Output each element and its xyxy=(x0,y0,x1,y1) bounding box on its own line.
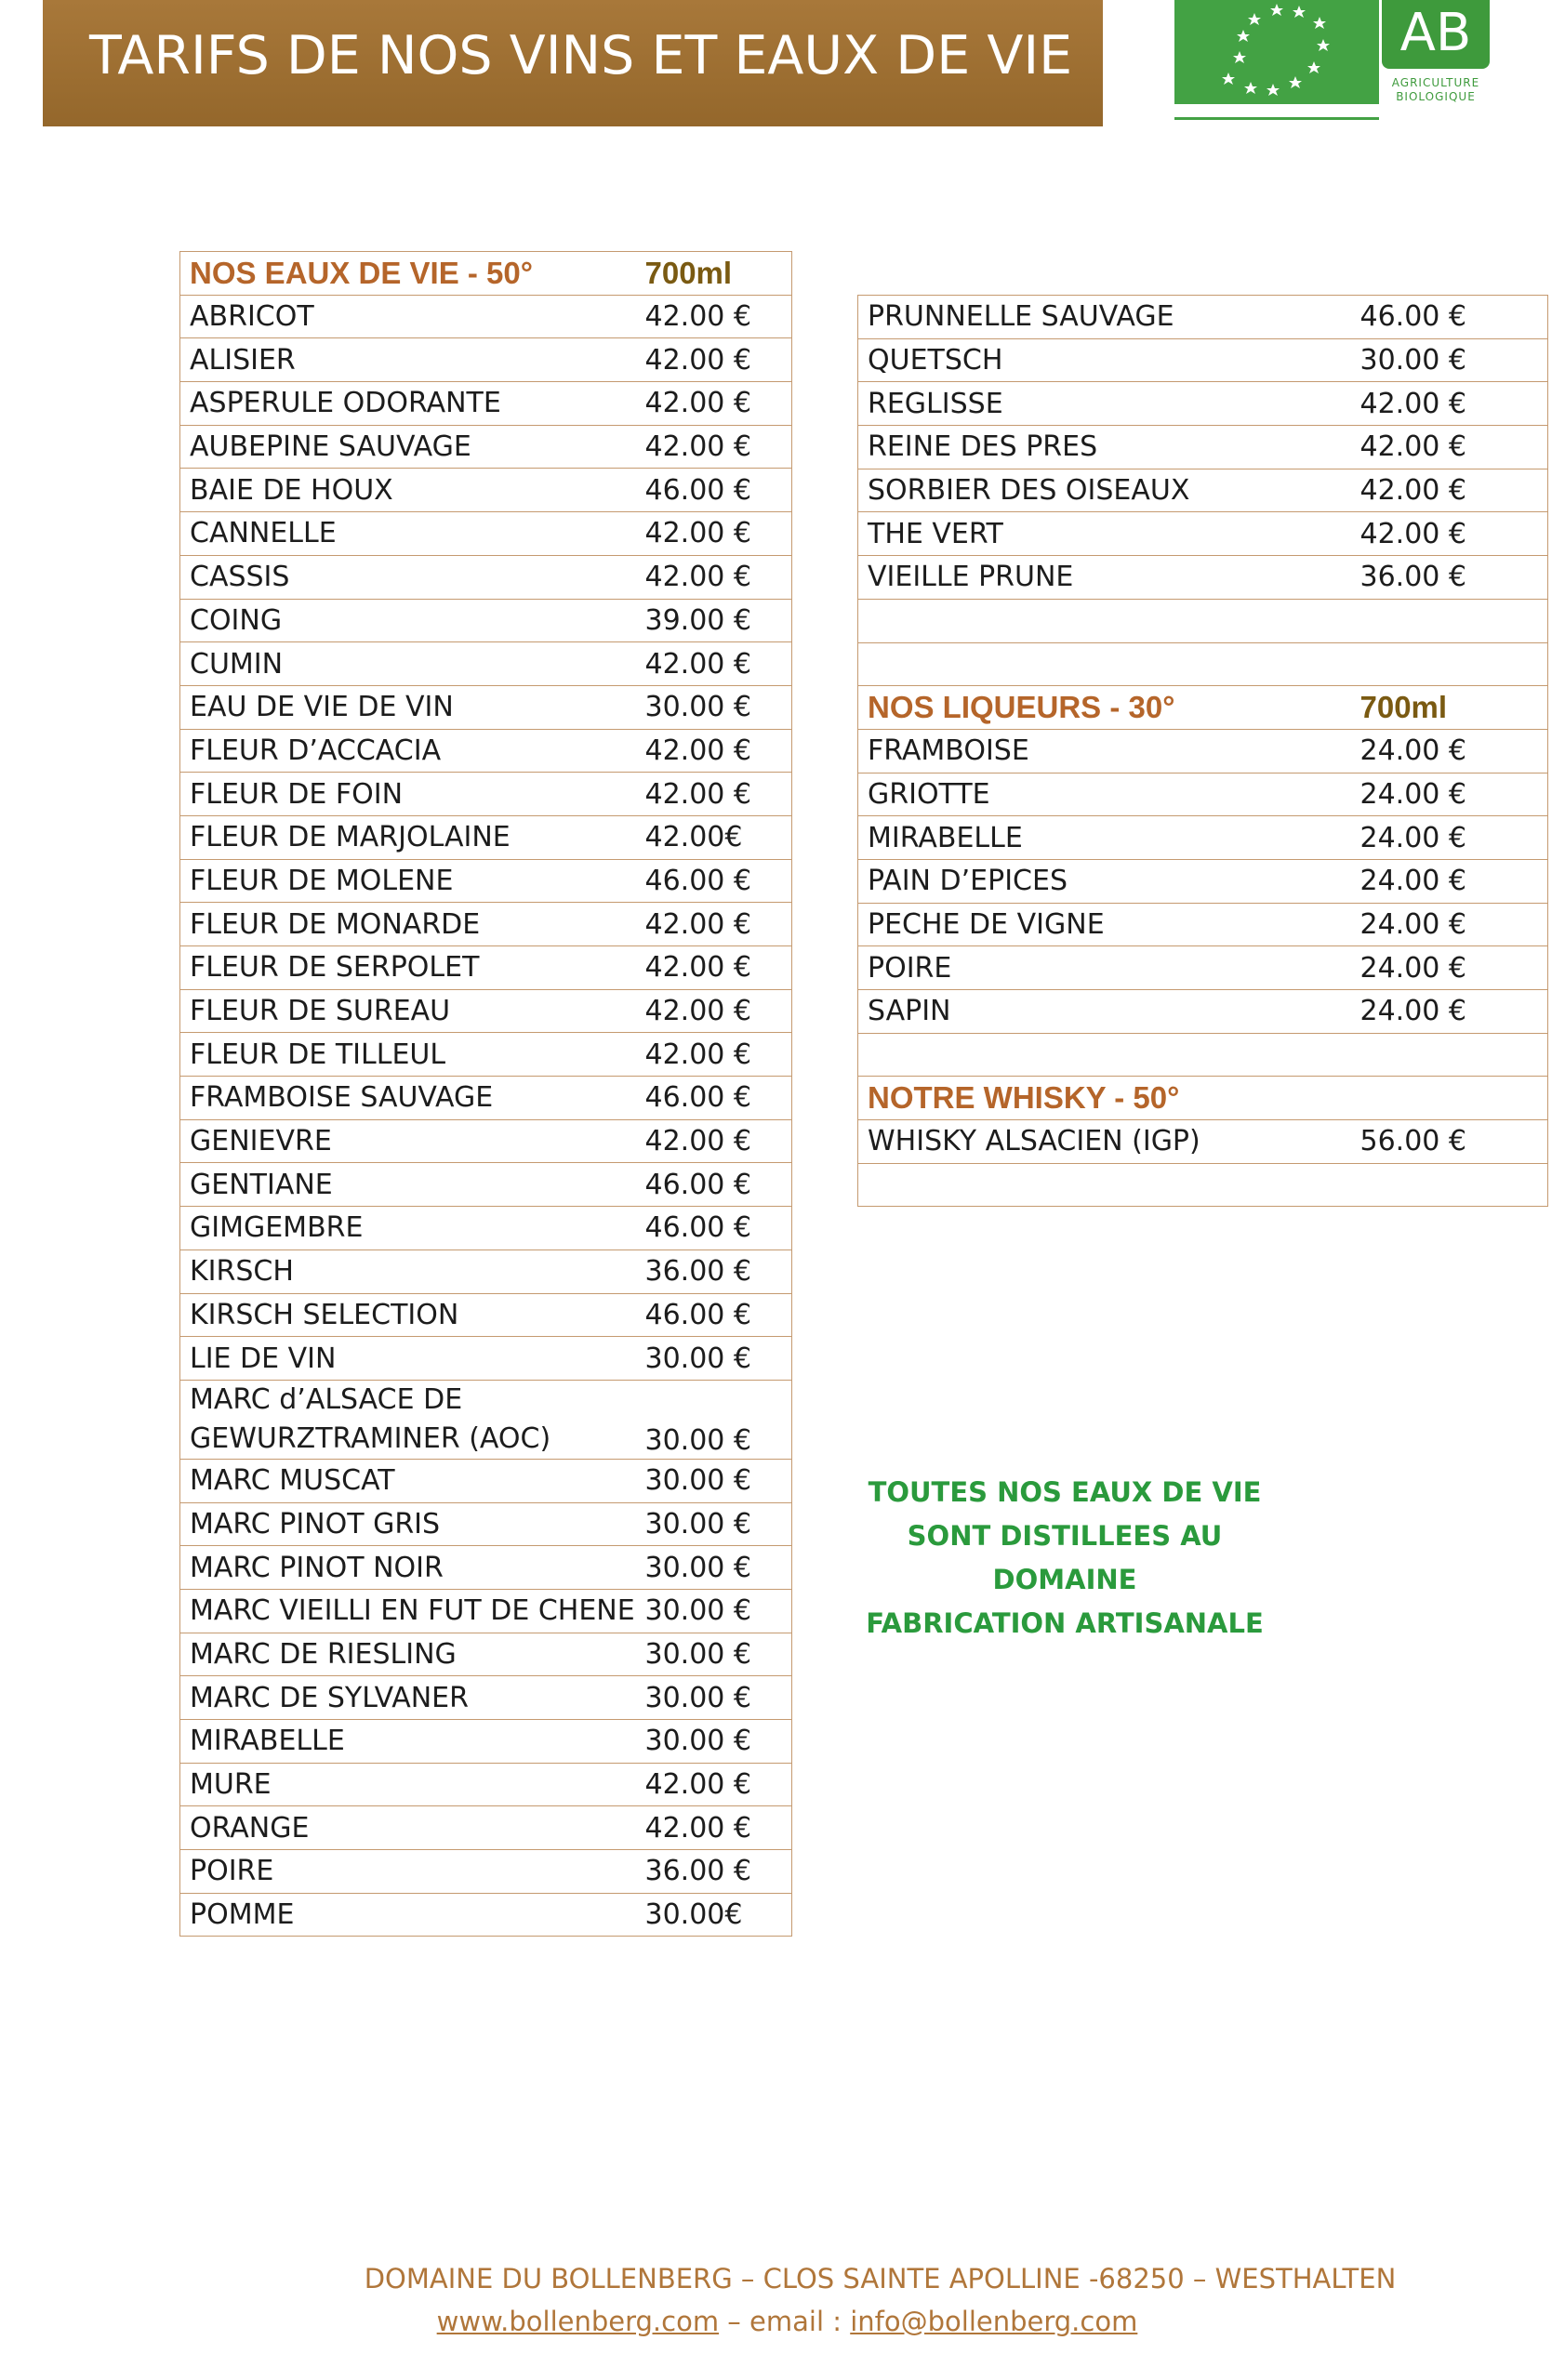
product-price: 30.00 € xyxy=(636,1380,792,1459)
price-row xyxy=(180,1119,792,1163)
product-name: GRIOTTE xyxy=(858,773,1351,816)
ab-logo-letters: AB xyxy=(1399,3,1472,63)
whisky-volume xyxy=(1351,1077,1548,1120)
price-row xyxy=(858,773,1548,816)
product-name: MARC d’ALSACE DE GEWURZTRAMINER (AOC) xyxy=(180,1380,636,1459)
product-price: 42.00 € xyxy=(636,903,792,946)
empty-cell xyxy=(1351,599,1548,642)
price-row xyxy=(180,773,792,816)
product-name: POMME xyxy=(180,1893,636,1937)
product-price: 30.00 € xyxy=(636,1589,792,1633)
price-row xyxy=(858,859,1548,903)
page-title: TARIFS DE NOS VINS ET EAUX DE VIE xyxy=(89,25,1073,86)
product-name: KIRSCH xyxy=(180,1250,636,1293)
product-name: REGLISSE xyxy=(858,382,1351,426)
price-row xyxy=(180,815,792,859)
product-name: CASSIS xyxy=(180,555,636,599)
price-row xyxy=(858,556,1548,600)
product-name: FLEUR DE MARJOLAINE xyxy=(180,815,636,859)
product-price: 39.00 € xyxy=(636,599,792,642)
product-name: FLEUR DE FOIN xyxy=(180,773,636,816)
price-row xyxy=(180,1459,792,1502)
ab-logo-caption-line2: BIOLOGIQUE xyxy=(1396,90,1476,103)
product-price: 42.00 € xyxy=(636,512,792,556)
price-row xyxy=(858,729,1548,773)
price-row xyxy=(858,946,1548,990)
product-name: FRAMBOISE SAUVAGE xyxy=(180,1077,636,1120)
product-price: 42.00 € xyxy=(1351,426,1548,469)
eaux-de-vie-table xyxy=(179,251,792,1937)
product-name: POIRE xyxy=(180,1850,636,1894)
product-name: GENTIANE xyxy=(180,1163,636,1207)
product-name: REINE DES PRES xyxy=(858,426,1351,469)
distillation-note xyxy=(851,1471,1279,1646)
email-link[interactable]: info@bollenberg.com xyxy=(850,2306,1138,2337)
product-name: MARC DE RIESLING xyxy=(180,1633,636,1676)
footer-address: DOMAINE DU BOLLENBERG – CLOS SAINTE APOLLINE -68250 – WESTHALTEN xyxy=(364,2263,1397,2294)
empty-row xyxy=(858,1163,1548,1207)
product-name: MARC DE SYLVANER xyxy=(180,1676,636,1720)
liqueurs-volume: 700ml xyxy=(1351,686,1548,730)
price-row xyxy=(180,1502,792,1546)
product-name: EAU DE VIE DE VIN xyxy=(180,685,636,729)
section-header-row xyxy=(858,686,1548,730)
empty-row xyxy=(858,599,1548,642)
website-link[interactable]: www.bollenberg.com xyxy=(436,2306,720,2337)
ab-logo-caption xyxy=(1380,76,1492,104)
empty-cell xyxy=(1351,1163,1548,1207)
price-row xyxy=(180,685,792,729)
price-row xyxy=(858,338,1548,382)
product-name: GENIEVRE xyxy=(180,1119,636,1163)
product-name: ALISIER xyxy=(180,338,636,382)
eaux-de-vie-title: NOS EAUX DE VIE - 50° xyxy=(180,252,636,296)
note-line: TOUTES NOS EAUX DE VIE xyxy=(868,1476,1262,1508)
note-line: DOMAINE xyxy=(992,1564,1137,1595)
empty-cell xyxy=(858,1163,1351,1207)
table-header-row xyxy=(180,252,792,296)
price-row xyxy=(180,1293,792,1337)
price-row xyxy=(180,382,792,426)
product-name: VIEILLE PRUNE xyxy=(858,556,1351,600)
product-name: FLEUR DE MOLENE xyxy=(180,859,636,903)
product-name: LIE DE VIN xyxy=(180,1337,636,1381)
product-price: 42.00 € xyxy=(636,338,792,382)
price-row xyxy=(180,1893,792,1937)
price-row xyxy=(858,903,1548,946)
empty-cell xyxy=(858,642,1351,686)
price-row xyxy=(180,1806,792,1850)
product-price: 30.00 € xyxy=(636,1337,792,1381)
price-row xyxy=(858,426,1548,469)
product-price: 30.00 € xyxy=(636,1633,792,1676)
product-name: MARC PINOT GRIS xyxy=(180,1502,636,1546)
product-price: 42.00 € xyxy=(1351,469,1548,512)
empty-cell xyxy=(858,1033,1351,1077)
liqueurs-whisky-table xyxy=(857,295,1548,1207)
product-name: FLEUR DE MONARDE xyxy=(180,903,636,946)
ab-organic-logo xyxy=(1380,0,1492,121)
product-price: 30.00 € xyxy=(636,1459,792,1502)
product-name: SAPIN xyxy=(858,990,1351,1034)
product-price: 46.00 € xyxy=(636,1163,792,1207)
product-price: 42.00 € xyxy=(636,729,792,773)
price-row xyxy=(858,990,1548,1034)
product-price: 42.00 € xyxy=(636,555,792,599)
price-row xyxy=(180,599,792,642)
footer-contact xyxy=(0,2300,1565,2343)
product-name: PAIN D’EPICES xyxy=(858,859,1351,903)
eaux-de-vie-volume: 700ml xyxy=(636,252,792,296)
product-price: 42.00 € xyxy=(636,1119,792,1163)
price-row xyxy=(180,295,792,338)
product-price: 36.00 € xyxy=(636,1850,792,1894)
product-price: 30.00 € xyxy=(636,685,792,729)
price-row xyxy=(180,729,792,773)
footer xyxy=(0,2257,1565,2343)
product-price: 24.00 € xyxy=(1351,903,1548,946)
product-price: 42.00€ xyxy=(636,815,792,859)
empty-row xyxy=(858,1033,1548,1077)
product-price: 42.00 € xyxy=(636,1806,792,1850)
product-price: 30.00 € xyxy=(636,1720,792,1764)
product-name: FLEUR DE SERPOLET xyxy=(180,946,636,990)
price-row xyxy=(180,1033,792,1077)
product-price: 46.00 € xyxy=(636,1293,792,1337)
product-price: 36.00 € xyxy=(636,1250,792,1293)
price-row xyxy=(180,1763,792,1806)
empty-cell xyxy=(1351,1033,1548,1077)
product-price: 42.00 € xyxy=(636,1763,792,1806)
product-name: BAIE DE HOUX xyxy=(180,469,636,512)
price-row xyxy=(858,382,1548,426)
product-name: FLEUR DE TILLEUL xyxy=(180,1033,636,1077)
note-line: SONT DISTILLEES AU xyxy=(907,1520,1223,1552)
product-name: KIRSCH SELECTION xyxy=(180,1293,636,1337)
product-price: 42.00 € xyxy=(636,642,792,686)
product-price: 42.00 € xyxy=(1351,382,1548,426)
product-name: MARC PINOT NOIR xyxy=(180,1546,636,1590)
price-row xyxy=(180,512,792,556)
product-name: ABRICOT xyxy=(180,295,636,338)
price-row xyxy=(180,1380,792,1459)
product-price: 30.00 € xyxy=(1351,338,1548,382)
price-row xyxy=(180,1546,792,1590)
price-row xyxy=(180,903,792,946)
price-row xyxy=(180,642,792,686)
whisky-title: NOTRE WHISKY - 50° xyxy=(858,1077,1351,1120)
price-row xyxy=(858,816,1548,860)
eu-organic-leaf-icon xyxy=(1174,0,1379,104)
product-name: AUBEPINE SAUVAGE xyxy=(180,425,636,469)
product-name: FRAMBOISE xyxy=(858,729,1351,773)
product-price: 46.00 € xyxy=(636,859,792,903)
price-row xyxy=(180,469,792,512)
product-price: 24.00 € xyxy=(1351,946,1548,990)
product-name: SORBIER DES OISEAUX xyxy=(858,469,1351,512)
product-price: 46.00 € xyxy=(636,469,792,512)
price-row xyxy=(180,946,792,990)
product-price: 42.00 € xyxy=(636,295,792,338)
footer-separator: – email : xyxy=(719,2306,851,2337)
price-row xyxy=(180,338,792,382)
product-name: ORANGE xyxy=(180,1806,636,1850)
price-row xyxy=(180,1163,792,1207)
product-name: CUMIN xyxy=(180,642,636,686)
price-row xyxy=(180,425,792,469)
price-row xyxy=(180,1077,792,1120)
product-price: 30.00€ xyxy=(636,1893,792,1937)
eu-stars-icon xyxy=(1174,0,1379,104)
title-banner xyxy=(43,0,1103,126)
product-price: 42.00 € xyxy=(1351,512,1548,556)
product-name: COING xyxy=(180,599,636,642)
product-price: 24.00 € xyxy=(1351,859,1548,903)
product-name: WHISKY ALSACIEN (IGP) xyxy=(858,1120,1351,1164)
product-name: MIRABELLE xyxy=(858,816,1351,860)
product-name: PECHE DE VIGNE xyxy=(858,903,1351,946)
product-price: 42.00 € xyxy=(636,773,792,816)
price-row xyxy=(180,1850,792,1894)
product-name: PRUNNELLE SAUVAGE xyxy=(858,296,1351,339)
price-row xyxy=(180,555,792,599)
price-row xyxy=(180,1720,792,1764)
price-row xyxy=(180,859,792,903)
price-row xyxy=(180,1676,792,1720)
product-name: MARC MUSCAT xyxy=(180,1459,636,1502)
product-name: FLEUR D’ACCACIA xyxy=(180,729,636,773)
price-row xyxy=(180,1589,792,1633)
ab-logo-box xyxy=(1382,0,1490,69)
price-row xyxy=(858,296,1548,339)
product-price: 24.00 € xyxy=(1351,773,1548,816)
product-name: MARC VIEILLI EN FUT DE CHENE xyxy=(180,1589,636,1633)
product-name: THE VERT xyxy=(858,512,1351,556)
product-name: MIRABELLE xyxy=(180,1720,636,1764)
ab-logo-caption-line1: AGRICULTURE xyxy=(1391,76,1480,89)
price-row xyxy=(180,1337,792,1381)
product-price: 24.00 € xyxy=(1351,816,1548,860)
product-name: MURE xyxy=(180,1763,636,1806)
product-name: POIRE xyxy=(858,946,1351,990)
price-row xyxy=(180,1633,792,1676)
product-price: 46.00 € xyxy=(636,1077,792,1120)
price-row xyxy=(180,1207,792,1250)
product-name: FLEUR DE SUREAU xyxy=(180,989,636,1033)
price-row xyxy=(180,989,792,1033)
product-price: 42.00 € xyxy=(636,1033,792,1077)
product-price: 42.00 € xyxy=(636,989,792,1033)
empty-row xyxy=(858,642,1548,686)
product-name: GIMGEMBRE xyxy=(180,1207,636,1250)
eu-logo-divider xyxy=(1174,117,1379,120)
product-price: 24.00 € xyxy=(1351,990,1548,1034)
product-name: CANNELLE xyxy=(180,512,636,556)
empty-cell xyxy=(858,599,1351,642)
price-row xyxy=(858,469,1548,512)
product-price: 24.00 € xyxy=(1351,729,1548,773)
product-price: 42.00 € xyxy=(636,425,792,469)
product-name: QUETSCH xyxy=(858,338,1351,382)
product-price: 42.00 € xyxy=(636,382,792,426)
product-name: ASPERULE ODORANTE xyxy=(180,382,636,426)
product-price: 42.00 € xyxy=(636,946,792,990)
liqueurs-title: NOS LIQUEURS - 30° xyxy=(858,686,1351,730)
section-header-row xyxy=(858,1077,1548,1120)
product-price: 46.00 € xyxy=(1351,296,1548,339)
price-row xyxy=(858,512,1548,556)
product-price: 46.00 € xyxy=(636,1207,792,1250)
product-price: 30.00 € xyxy=(636,1502,792,1546)
note-line: FABRICATION ARTISANALE xyxy=(866,1607,1264,1639)
product-price: 30.00 € xyxy=(636,1546,792,1590)
product-price: 30.00 € xyxy=(636,1676,792,1720)
price-row xyxy=(858,1120,1548,1164)
price-row xyxy=(180,1250,792,1293)
product-price: 36.00 € xyxy=(1351,556,1548,600)
product-price: 56.00 € xyxy=(1351,1120,1548,1164)
empty-cell xyxy=(1351,642,1548,686)
